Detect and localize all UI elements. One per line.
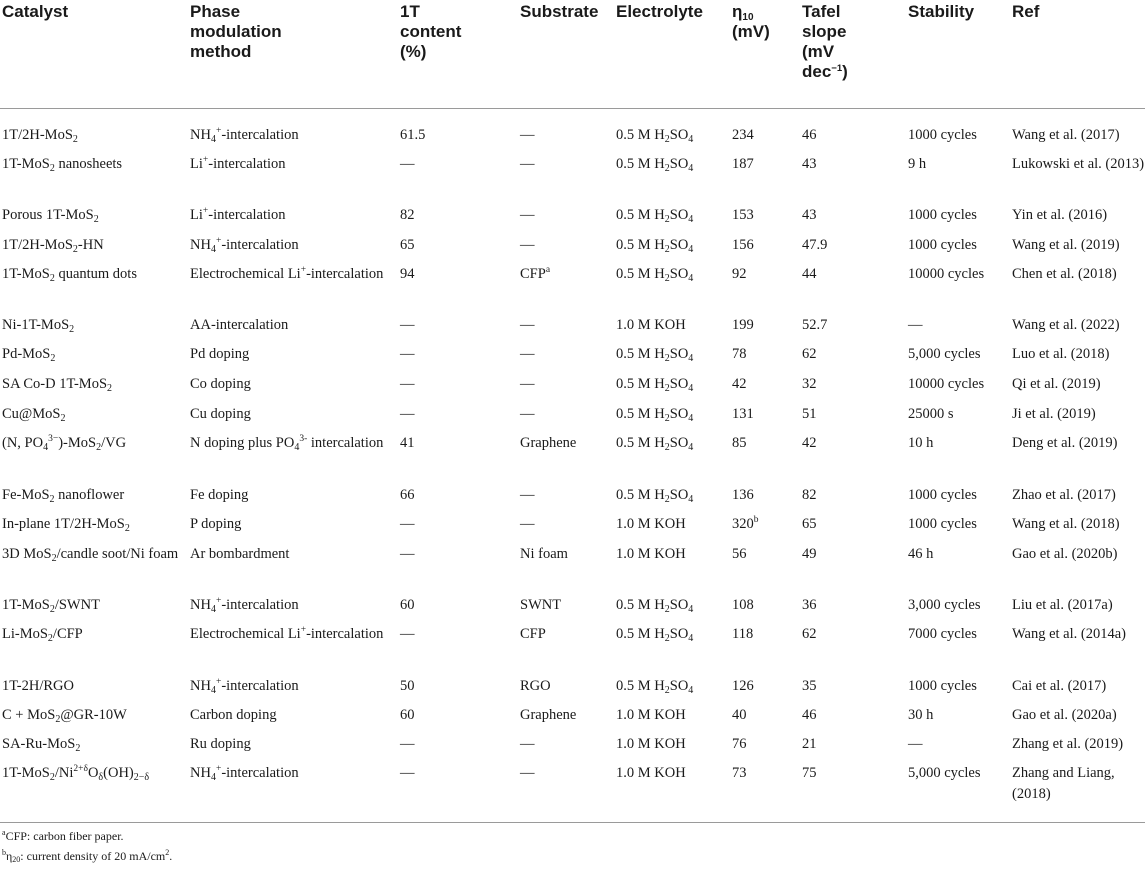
- cell-eta: 136: [732, 487, 754, 503]
- cell-eta: 234: [732, 127, 754, 143]
- cell-stability: 46 h: [908, 546, 934, 562]
- cell-content: 60: [400, 597, 415, 613]
- cell-method: Pd doping: [190, 346, 250, 362]
- cell-tafel: 36: [802, 597, 817, 613]
- cell-catalyst: 1T/2H-MoS$_2$: [2, 127, 78, 145]
- header-phase-method: Phase modulation method: [190, 2, 282, 61]
- cell-ref: Qi et al. (2019): [1012, 376, 1101, 392]
- cell-content: 61.5: [400, 127, 426, 143]
- header-eta10: $\eta_{10}$ (mV): [732, 2, 770, 41]
- header-divider: [0, 108, 1145, 109]
- cell-substrate: —: [520, 317, 535, 333]
- cell-eta: 118: [732, 626, 754, 642]
- cell-substrate: RGO: [520, 678, 551, 694]
- cell-method: Cu doping: [190, 406, 251, 422]
- cell-substrate: —: [520, 765, 535, 781]
- cell-ref: Lukowski et al. (2013): [1012, 156, 1145, 172]
- cell-substrate: Graphene: [520, 707, 577, 723]
- cell-catalyst: (N, $PO_4^{3-})-MoS_2/VG$: [2, 434, 127, 453]
- cell-stability: 1000 cycles: [908, 237, 977, 253]
- cell-stability: —: [908, 317, 923, 333]
- cell-method: $NH_4^+$-intercalation: [190, 764, 299, 783]
- header-substrate: Substrate: [520, 2, 599, 21]
- cell-tafel: 32: [802, 376, 817, 392]
- cell-electrolyte: 0.5 M $H_2SO_4$: [616, 376, 694, 394]
- cell-substrate: —: [520, 346, 535, 362]
- footnote-b: $^b\eta_{20}$: current density of 20 $mA/cm^2$.: [2, 848, 173, 864]
- cell-content: 66: [400, 487, 415, 503]
- cell-ref: Zhang et al. (2019): [1012, 736, 1124, 752]
- cell-ref: Wang et al. (2019): [1012, 237, 1120, 253]
- cell-catalyst: 1T/2H-MoS$_2$-HN: [2, 237, 104, 255]
- cell-content: 41: [400, 435, 415, 451]
- cell-stability: 10000 cycles: [908, 376, 985, 392]
- cell-content: 50: [400, 678, 415, 694]
- cell-eta: 42: [732, 376, 747, 392]
- cell-method: Co doping: [190, 376, 251, 392]
- cell-substrate: —: [520, 487, 535, 503]
- cell-eta: 85: [732, 435, 747, 451]
- cell-tafel: 62: [802, 626, 817, 642]
- table-header-row: [0, 0, 1145, 108]
- cell-catalyst: 1T-2H/RGO: [2, 678, 74, 694]
- header-1t-content: 1T content (%): [400, 2, 462, 61]
- cell-electrolyte: 0.5 M $H_2SO_4$: [616, 678, 694, 696]
- footer-divider: [0, 822, 1145, 823]
- cell-tafel: 42: [802, 435, 817, 451]
- cell-ref: Luo et al. (2018): [1012, 346, 1110, 362]
- cell-ref: Wang et al. (2017): [1012, 127, 1120, 143]
- cell-substrate: CFP$^a$: [520, 265, 551, 282]
- cell-catalyst: Ni-1T-MoS$_2$: [2, 317, 75, 335]
- cell-content: —: [400, 736, 415, 752]
- cell-electrolyte: 1.0 M KOH: [616, 317, 686, 333]
- cell-electrolyte: 0.5 M $H_2SO_4$: [616, 207, 694, 225]
- cell-eta: 76: [732, 736, 747, 752]
- cell-eta: 126: [732, 678, 754, 694]
- cell-ref: Yin et al. (2016): [1012, 207, 1108, 223]
- cell-eta: 73: [732, 765, 747, 781]
- cell-catalyst: $1T-MoS_2/Ni^{2+\delta}O_\delta(OH)_{2-\delta}$: [2, 764, 150, 783]
- cell-stability: 1000 cycles: [908, 207, 977, 223]
- cell-substrate: —: [520, 406, 535, 422]
- cell-stability: 7000 cycles: [908, 626, 977, 642]
- cell-eta: 56: [732, 546, 747, 562]
- cell-stability: 10 h: [908, 435, 934, 451]
- cell-method: P doping: [190, 516, 242, 532]
- cell-substrate: —: [520, 516, 535, 532]
- cell-stability: 1000 cycles: [908, 487, 977, 503]
- header-tafel-slope: Tafel slope (mV dec$^{-1}$): [802, 2, 848, 81]
- cell-substrate: —: [520, 237, 535, 253]
- cell-eta: 108: [732, 597, 754, 613]
- cell-tafel: 35: [802, 678, 817, 694]
- header-ref: Ref: [1012, 2, 1040, 21]
- cell-electrolyte: 1.0 M KOH: [616, 546, 686, 562]
- cell-substrate: —: [520, 207, 535, 223]
- cell-method: AA-intercalation: [190, 317, 289, 333]
- cell-content: —: [400, 546, 415, 562]
- cell-tafel: 46: [802, 707, 817, 723]
- cell-catalyst: 1T-MoS$_2$/SWNT: [2, 597, 100, 615]
- cell-method: Li+-intercalation: [190, 155, 286, 172]
- cell-eta: 92: [732, 266, 747, 282]
- cell-catalyst: SA-Ru-MoS$_2$: [2, 736, 81, 754]
- cell-electrolyte: 1.0 M KOH: [616, 765, 686, 781]
- cell-electrolyte: 0.5 M $H_2SO_4$: [616, 626, 694, 644]
- cell-eta: 156: [732, 237, 754, 253]
- cell-eta: 40: [732, 707, 747, 723]
- cell-substrate: —: [520, 156, 535, 172]
- cell-eta: 187: [732, 156, 754, 172]
- cell-catalyst: SA Co-D 1T-MoS$_2$: [2, 376, 113, 394]
- cell-tafel: 65: [802, 516, 817, 532]
- cell-method: Ar bombardment: [190, 546, 290, 562]
- cell-tafel: 43: [802, 156, 817, 172]
- cell-eta: 320$^b$: [732, 515, 759, 532]
- cell-tafel: 51: [802, 406, 817, 422]
- cell-method: $NH_4^+$-intercalation: [190, 236, 299, 255]
- cell-substrate: —: [520, 127, 535, 143]
- cell-content: —: [400, 376, 415, 392]
- cell-eta: 199: [732, 317, 754, 333]
- cell-tafel: 82: [802, 487, 817, 503]
- footnote-a: $^a$CFP: carbon fiber paper.: [2, 828, 124, 843]
- cell-stability: —: [908, 736, 923, 752]
- cell-electrolyte: 0.5 M $H_2SO_4$: [616, 435, 694, 453]
- header-electrolyte: Electrolyte: [616, 2, 703, 21]
- cell-ref: Cai et al. (2017): [1012, 678, 1107, 694]
- cell-content: 65: [400, 237, 415, 253]
- cell-ref: Wang et al. (2014a): [1012, 626, 1126, 642]
- cell-tafel: 52.7: [802, 317, 828, 333]
- cell-substrate: —: [520, 736, 535, 752]
- cell-tafel: 49: [802, 546, 817, 562]
- cell-ref: Gao et al. (2020b): [1012, 546, 1118, 562]
- cell-ref: Deng et al. (2019): [1012, 435, 1118, 451]
- cell-ref: Zhao et al. (2017): [1012, 487, 1116, 503]
- cell-stability: 30 h: [908, 707, 934, 723]
- cell-method: Electrochemical Li+-intercalation: [190, 625, 384, 642]
- cell-content: 60: [400, 707, 415, 723]
- cell-catalyst: Li-MoS$_2$/CFP: [2, 626, 83, 644]
- cell-electrolyte: 0.5 M $H_2SO_4$: [616, 156, 694, 174]
- cell-tafel: 44: [802, 266, 817, 282]
- cell-stability: 1000 cycles: [908, 127, 977, 143]
- cell-method: Carbon doping: [190, 707, 277, 723]
- cell-content: —: [400, 406, 415, 422]
- cell-method: Electrochemical Li+-intercalation: [190, 265, 384, 282]
- cell-electrolyte: 0.5 M $H_2SO_4$: [616, 266, 694, 284]
- cell-method: $NH_4^+$-intercalation: [190, 596, 299, 615]
- cell-method: $NH_4^+$-intercalation: [190, 126, 299, 145]
- cell-method: Li+-intercalation: [190, 206, 286, 223]
- cell-stability: 10000 cycles: [908, 266, 985, 282]
- cell-substrate: CFP: [520, 626, 546, 642]
- cell-content: —: [400, 317, 415, 333]
- cell-ref: Zhang and Liang, (2018): [1012, 765, 1115, 802]
- cell-ref: Ji et al. (2019): [1012, 406, 1096, 422]
- cell-ref: Gao et al. (2020a): [1012, 707, 1117, 723]
- header-catalyst: Catalyst: [2, 2, 69, 21]
- cell-catalyst: 3D MoS$_2$/candle soot/Ni foam: [2, 546, 179, 564]
- cell-electrolyte: 0.5 M $H_2SO_4$: [616, 487, 694, 505]
- cell-content: 94: [400, 266, 415, 282]
- cell-content: —: [400, 765, 415, 781]
- cell-substrate: Graphene: [520, 435, 577, 451]
- cell-stability: 5,000 cycles: [908, 346, 981, 362]
- cell-method: Fe doping: [190, 487, 249, 503]
- cell-electrolyte: 1.0 M KOH: [616, 736, 686, 752]
- cell-tafel: 47.9: [802, 237, 828, 253]
- cell-content: —: [400, 626, 415, 642]
- cell-content: —: [400, 346, 415, 362]
- cell-electrolyte: 0.5 M $H_2SO_4$: [616, 346, 694, 364]
- cell-electrolyte: 1.0 M KOH: [616, 707, 686, 723]
- cell-ref: Wang et al. (2018): [1012, 516, 1120, 532]
- cell-electrolyte: 0.5 M $H_2SO_4$: [616, 237, 694, 255]
- cell-tafel: 46: [802, 127, 817, 143]
- cell-catalyst: 1T-MoS$_2$ quantum dots: [2, 266, 137, 284]
- cell-electrolyte: 0.5 M $H_2SO_4$: [616, 127, 694, 145]
- cell-stability: 5,000 cycles: [908, 765, 981, 781]
- cell-stability: 1000 cycles: [908, 678, 977, 694]
- cell-stability: 9 h: [908, 156, 927, 172]
- cell-stability: 25000 s: [908, 406, 954, 422]
- cell-method: Ru doping: [190, 736, 251, 752]
- cell-catalyst: Fe-MoS$_2$ nanoflower: [2, 487, 125, 505]
- cell-ref: Liu et al. (2017a): [1012, 597, 1113, 613]
- cell-ref: Wang et al. (2022): [1012, 317, 1120, 333]
- cell-catalyst: C + MoS$_2$@GR-10W: [2, 707, 127, 725]
- cell-electrolyte: 0.5 M $H_2SO_4$: [616, 597, 694, 615]
- cell-catalyst: 1T-MoS$_2$ nanosheets: [2, 156, 123, 174]
- cell-substrate: Ni foam: [520, 546, 568, 562]
- cell-stability: 1000 cycles: [908, 516, 977, 532]
- cell-catalyst: Pd-MoS$_2$: [2, 346, 56, 364]
- cell-catalyst: Cu@MoS$_2$: [2, 406, 66, 424]
- cell-stability: 3,000 cycles: [908, 597, 981, 613]
- cell-catalyst: Porous 1T-MoS$_2$: [2, 207, 99, 225]
- cell-method: $NH_4^+$-intercalation: [190, 677, 299, 696]
- cell-eta: 78: [732, 346, 747, 362]
- cell-content: 82: [400, 207, 415, 223]
- cell-content: —: [400, 156, 415, 172]
- cell-catalyst: In-plane 1T/2H-MoS$_2$: [2, 516, 130, 534]
- cell-ref: Chen et al. (2018): [1012, 266, 1117, 282]
- cell-substrate: —: [520, 376, 535, 392]
- cell-substrate: SWNT: [520, 597, 562, 613]
- cell-electrolyte: 1.0 M KOH: [616, 516, 686, 532]
- cell-tafel: 75: [802, 765, 817, 781]
- cell-tafel: 62: [802, 346, 817, 362]
- header-stability: Stability: [908, 2, 975, 21]
- cell-electrolyte: 0.5 M $H_2SO_4$: [616, 406, 694, 424]
- cell-eta: 131: [732, 406, 754, 422]
- cell-content: —: [400, 516, 415, 532]
- cell-eta: 153: [732, 207, 754, 223]
- cell-tafel: 43: [802, 207, 817, 223]
- cell-tafel: 21: [802, 736, 817, 752]
- cell-method: N doping plus $PO_4^{3-}$ intercalation: [190, 434, 384, 453]
